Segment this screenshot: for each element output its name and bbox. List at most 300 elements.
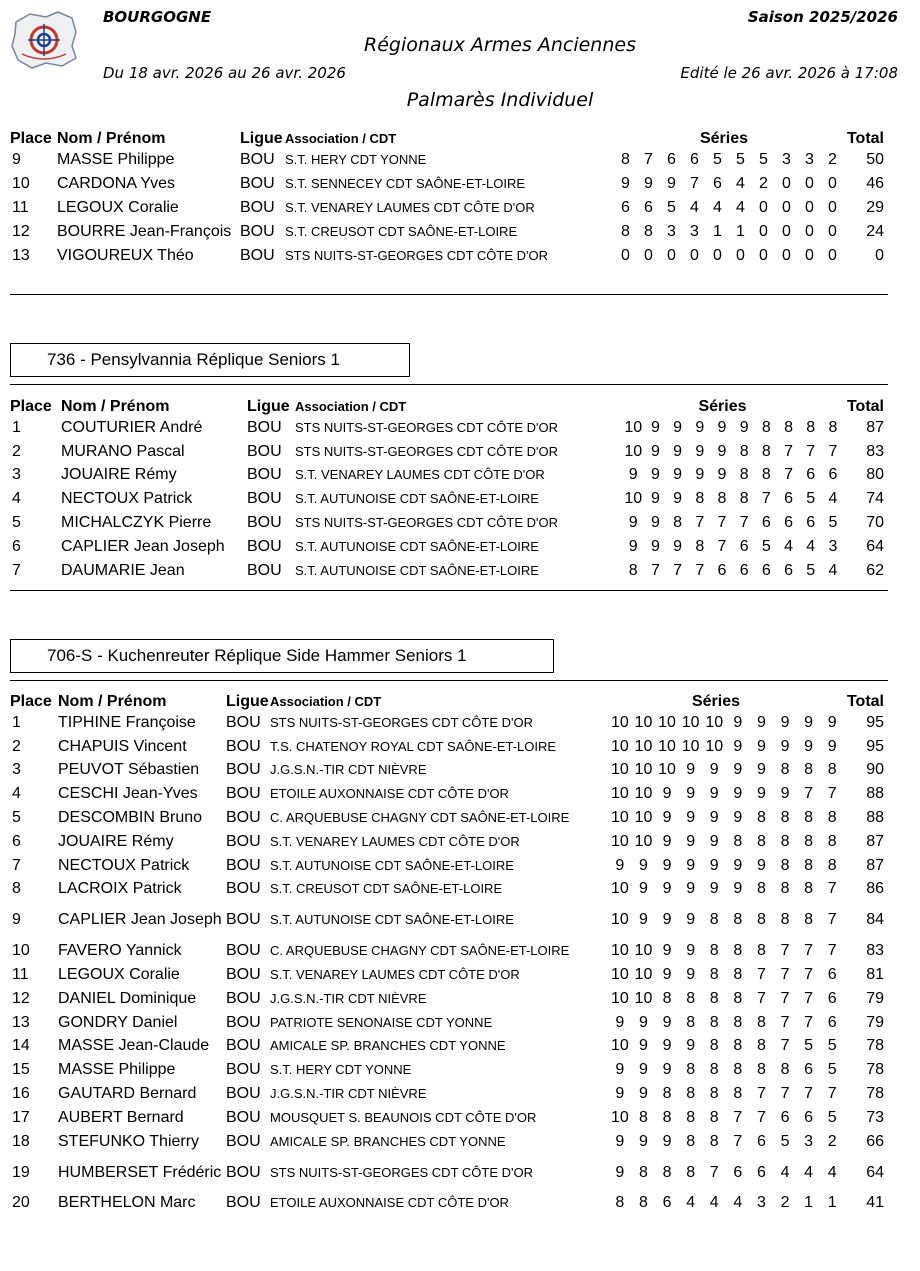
total-cell: 84 [866, 911, 884, 929]
total-cell: 87 [866, 856, 884, 874]
series-score: 3 [667, 223, 676, 240]
series-score: 7 [756, 1108, 766, 1126]
association-cell: S.T. HERY CDT YONNE [285, 152, 427, 167]
series-score: 8 [780, 1061, 790, 1079]
series-scores-list [588, 1133, 844, 1151]
series-score: 8 [780, 761, 790, 779]
table-row [10, 220, 888, 244]
series-score: 8 [686, 1085, 696, 1103]
total-cell: 64 [866, 1163, 884, 1181]
table-row [10, 963, 888, 987]
series-score: 8 [804, 856, 814, 874]
series-score: 9 [827, 737, 837, 755]
series-score: 8 [780, 911, 790, 929]
section-divider [10, 680, 888, 681]
shooter-name: JOUAIRE Rémy [58, 832, 174, 850]
series-score: 8 [733, 1037, 743, 1055]
col-assoc: Association / CDT [285, 131, 397, 146]
table-row [10, 1058, 888, 1082]
category-title-706-s: 706-S - Kuchenreuter Réplique Side Hammer Seniors 1 [10, 639, 554, 673]
series-score: 8 [662, 1108, 672, 1126]
series-score: 8 [709, 966, 719, 984]
total-cell: 95 [866, 713, 884, 731]
series-score: 0 [736, 247, 745, 264]
series-score: 7 [780, 966, 790, 984]
series-score: 9 [639, 911, 648, 929]
series-score: 7 [733, 1132, 743, 1150]
series-score: 3 [756, 1194, 766, 1212]
series-score: 8 [761, 466, 771, 484]
series-scores-list [604, 223, 844, 241]
series-scores [588, 1011, 844, 1035]
table-row [10, 939, 888, 963]
shooter-name: MICHALCZYK Pierre [61, 514, 212, 532]
series-score: 8 [733, 1013, 743, 1031]
shooter-name: MURANO Pascal [61, 442, 185, 460]
series-score: 4 [686, 1194, 696, 1212]
series-score: 4 [713, 199, 722, 216]
association-cell: J.G.S.N.-TIR CDT NIÈVRE [270, 990, 427, 1006]
series-score: 8 [756, 809, 766, 827]
association-cell: STS NUITS-ST-GEORGES CDT CÔTE D'OR [295, 443, 558, 459]
series-score: 1 [736, 223, 745, 240]
table-row [10, 735, 888, 759]
place-cell: 1 [12, 418, 21, 436]
series-score: 3 [828, 537, 838, 555]
association-cell: S.T. CREUSOT CDT SAÔNE-ET-LOIRE [270, 881, 503, 897]
series-score: 6 [667, 151, 676, 168]
place-cell: 14 [12, 1037, 30, 1055]
series-score: 9 [615, 856, 625, 874]
series-score: 9 [686, 809, 696, 827]
association-cell: S.T. AUTUNOISE CDT SAÔNE-ET-LOIRE [270, 912, 514, 928]
series-scores-list [588, 1037, 844, 1055]
series-scores-list [601, 514, 844, 532]
series-score: 9 [662, 1013, 672, 1031]
association-cell: J.G.S.N.-TIR CDT NIÈVRE [270, 762, 427, 778]
series-score: 9 [709, 832, 719, 850]
place-cell: 3 [12, 761, 21, 779]
series-score: 7 [673, 561, 683, 579]
association-cell: S.T. AUTUNOISE CDT SAÔNE-ET-LOIRE [270, 857, 514, 873]
series-score: 9 [615, 1061, 625, 1079]
series-scores [601, 464, 844, 488]
series-score: 9 [695, 442, 705, 460]
place-cell: 12 [12, 989, 30, 1007]
series-scores [588, 1035, 844, 1059]
series-scores [601, 559, 844, 583]
series-score: 9 [695, 466, 705, 484]
results-table-736 [10, 394, 888, 583]
series-score: 6 [780, 1108, 790, 1126]
col-series: Séries [699, 130, 749, 147]
shooter-name: AUBERT Bernard [58, 1108, 184, 1126]
series-score: 10 [610, 761, 629, 779]
col-place: Place [10, 693, 52, 710]
series-score: 7 [784, 466, 793, 484]
series-score: 7 [804, 785, 814, 803]
series-score: 4 [736, 199, 745, 216]
series-score: 9 [739, 418, 749, 436]
series-score: 9 [639, 1132, 648, 1150]
series-score: 8 [804, 911, 814, 929]
series-score: 0 [828, 175, 837, 192]
series-score: 6 [784, 490, 793, 508]
total-cell: 62 [866, 561, 884, 579]
col-name: Nom / Prénom [58, 693, 167, 710]
series-score: 5 [780, 1132, 790, 1150]
series-score: 10 [634, 761, 653, 779]
series-score: 10 [634, 832, 653, 850]
series-scores [604, 220, 844, 244]
series-score: 6 [804, 1061, 814, 1079]
series-score: 9 [650, 537, 660, 555]
series-score: 4 [736, 175, 745, 192]
series-scores-list [588, 966, 844, 984]
series-score: 8 [686, 1163, 696, 1181]
series-score: 7 [717, 537, 727, 555]
series-score: 7 [695, 561, 705, 579]
table-row [10, 759, 888, 783]
series-score: 8 [639, 1194, 648, 1212]
series-scores-list [588, 833, 844, 851]
total-cell: 88 [866, 809, 884, 827]
series-score: 8 [695, 490, 705, 508]
section-divider [10, 294, 888, 295]
total-cell: 78 [866, 1037, 884, 1055]
shooter-name: PEUVOT Sébastien [58, 761, 200, 779]
series-scores [601, 487, 844, 511]
shooter-name: CHAPUIS Vincent [58, 737, 187, 755]
series-score: 0 [759, 247, 768, 264]
place-cell: 15 [12, 1061, 30, 1079]
col-total: Total [846, 693, 884, 710]
series-score: 7 [780, 1085, 790, 1103]
series-score: 8 [827, 832, 837, 850]
table-row [10, 901, 888, 939]
series-score: 8 [827, 761, 837, 779]
series-score: 6 [804, 1108, 814, 1126]
series-score: 9 [673, 490, 683, 508]
series-scores [588, 1192, 844, 1216]
association-cell: C. ARQUEBUSE CHAGNY CDT SAÔNE-ET-LOIRE [270, 943, 570, 959]
series-scores-list [601, 490, 844, 508]
shooter-name: TIPHINE Françoise [58, 713, 196, 731]
series-score: 10 [634, 809, 653, 827]
series-score: 4 [828, 490, 838, 508]
series-score: 9 [686, 832, 696, 850]
series-score: 10 [610, 911, 629, 929]
total-cell: 86 [866, 880, 884, 898]
series-scores [604, 244, 844, 268]
table-row [10, 854, 888, 878]
ligue-cell: BOU [247, 537, 282, 555]
table-row [10, 987, 888, 1011]
series-score: 8 [709, 1037, 719, 1055]
series-score: 8 [756, 880, 766, 898]
series-score: 1 [713, 223, 722, 240]
series-score: 9 [780, 713, 790, 731]
place-cell: 1 [12, 713, 21, 731]
col-series: Séries [691, 693, 741, 710]
ligue-cell: BOU [226, 911, 261, 929]
association-cell: J.G.S.N.-TIR CDT NIÈVRE [270, 1086, 427, 1102]
place-cell: 13 [12, 247, 30, 264]
series-score: 9 [628, 514, 638, 532]
series-score: 5 [713, 151, 722, 168]
series-score: 3 [690, 223, 699, 240]
series-score: 9 [615, 1013, 625, 1031]
ligue-cell: BOU [226, 1061, 261, 1079]
series-score: 8 [695, 537, 705, 555]
ligue-cell: BOU [226, 880, 261, 898]
series-score: 10 [634, 942, 653, 960]
series-score: 0 [713, 247, 722, 264]
series-score: 5 [759, 151, 768, 168]
series-scores-list [601, 466, 844, 484]
series-scores [588, 1154, 844, 1192]
series-score: 9 [686, 856, 696, 874]
series-scores-list [588, 990, 844, 1008]
series-score: 6 [784, 514, 793, 532]
series-score: 0 [759, 199, 768, 216]
series-score: 7 [780, 942, 790, 960]
table-row [10, 487, 888, 511]
place-cell: 2 [12, 442, 21, 460]
table-row [10, 196, 888, 220]
series-score: 4 [780, 1163, 790, 1181]
series-score: 8 [709, 989, 719, 1007]
series-scores [588, 963, 844, 987]
series-scores-list [588, 714, 844, 732]
association-cell: STS NUITS-ST-GEORGES CDT CÔTE D'OR [270, 714, 533, 730]
series-score: 0 [828, 223, 837, 240]
table-header-row [10, 394, 888, 416]
series-score: 8 [733, 989, 743, 1007]
edition-date: Edité le 26 avr. 2026 à 17:08 [680, 64, 898, 82]
association-cell: PATRIOTE SENONAISE CDT YONNE [270, 1014, 493, 1030]
series-score: 8 [639, 1108, 648, 1126]
series-score: 7 [827, 911, 837, 929]
table-row [10, 1154, 888, 1192]
series-score: 10 [610, 1108, 629, 1126]
association-cell: S.T. AUTUNOISE CDT SAÔNE-ET-LOIRE [295, 538, 539, 554]
shooter-name: CAPLIER Jean Joseph [58, 911, 222, 929]
place-cell: 18 [12, 1132, 30, 1150]
series-score: 7 [828, 442, 838, 460]
series-score: 9 [695, 418, 705, 436]
series-score: 9 [673, 537, 683, 555]
shooter-name: STEFUNKO Thierry [58, 1132, 200, 1150]
series-score: 8 [756, 911, 766, 929]
total-cell: 70 [866, 514, 884, 532]
total-cell: 79 [866, 989, 884, 1007]
series-score: 9 [639, 1061, 648, 1079]
shooter-name: CARDONA Yves [57, 175, 175, 192]
series-score: 10 [634, 989, 653, 1007]
series-score: 0 [782, 199, 791, 216]
total-cell: 46 [866, 175, 884, 192]
series-scores-list [588, 911, 844, 929]
shooter-name: DAUMARIE Jean [61, 561, 185, 579]
series-score: 8 [709, 942, 719, 960]
series-score: 5 [827, 1108, 837, 1126]
series-score: 8 [709, 1132, 719, 1150]
series-score: 6 [784, 561, 793, 579]
total-cell: 83 [866, 442, 884, 460]
series-score: 9 [709, 880, 719, 898]
series-score: 4 [733, 1194, 743, 1212]
series-score: 10 [634, 785, 653, 803]
table-row [10, 830, 888, 854]
series-score: 7 [827, 880, 837, 898]
col-ligue: Ligue [240, 130, 283, 147]
series-score: 9 [717, 418, 727, 436]
series-score: 9 [662, 856, 672, 874]
section-divider [10, 384, 888, 385]
series-scores [601, 511, 844, 535]
series-score: 10 [658, 737, 676, 755]
series-scores-list [601, 538, 844, 556]
series-score: 8 [662, 989, 672, 1007]
association-cell: AMICALE SP. BRANCHES CDT YONNE [270, 1133, 506, 1149]
series-score: 5 [828, 514, 838, 532]
series-score: 0 [621, 247, 630, 264]
place-cell: 19 [12, 1163, 30, 1181]
series-score: 9 [756, 713, 766, 731]
shooter-name: NECTOUX Patrick [58, 856, 190, 874]
series-score: 1 [804, 1194, 814, 1212]
region-label: BOURGOGNE [103, 8, 212, 26]
series-score: 6 [621, 199, 630, 216]
total-cell: 87 [866, 418, 884, 436]
series-score: 9 [733, 880, 743, 898]
series-score: 9 [804, 713, 814, 731]
ligue-cell: BOU [247, 418, 282, 436]
place-cell: 7 [12, 856, 21, 874]
series-score: 7 [756, 966, 766, 984]
place-cell: 9 [12, 151, 21, 168]
table-row [10, 1082, 888, 1106]
col-total: Total [846, 398, 884, 415]
place-cell: 5 [12, 809, 21, 827]
series-score: 9 [733, 856, 743, 874]
shooter-name: FAVERO Yannick [58, 942, 182, 960]
series-score: 8 [761, 418, 771, 436]
series-score: 9 [709, 761, 719, 779]
series-score: 8 [756, 1037, 766, 1055]
ligue-cell: BOU [226, 785, 261, 803]
ligue-cell: BOU [226, 713, 261, 731]
series-score: 0 [805, 223, 814, 240]
place-cell: 4 [12, 490, 21, 508]
series-scores-list [588, 1061, 844, 1079]
association-cell: ETOILE AUXONNAISE CDT CÔTE D'OR [270, 1195, 509, 1211]
series-score: 8 [804, 761, 814, 779]
series-score: 8 [717, 490, 727, 508]
ligue-cell: BOU [226, 1194, 261, 1212]
col-name: Nom / Prénom [57, 130, 166, 147]
series-score: 8 [639, 1163, 648, 1181]
series-scores-list [588, 761, 844, 779]
place-cell: 16 [12, 1085, 30, 1103]
shooter-name: LEGOUX Coralie [57, 199, 179, 216]
series-score: 8 [804, 880, 814, 898]
ligue-cell: BOU [240, 223, 275, 240]
table-row [10, 806, 888, 830]
total-cell: 81 [866, 966, 884, 984]
series-score: 10 [658, 761, 676, 779]
series-scores [588, 1058, 844, 1082]
date-range: Du 18 avr. 2026 au 26 avr. 2026 [103, 64, 346, 82]
series-score: 9 [827, 713, 837, 731]
series-score: 8 [804, 809, 814, 827]
series-scores-list [588, 880, 844, 898]
series-score: 9 [662, 809, 672, 827]
series-score: 6 [761, 514, 771, 532]
total-cell: 29 [866, 199, 884, 216]
ligue-cell: BOU [226, 1163, 261, 1181]
series-score: 7 [784, 442, 793, 460]
series-score: 7 [709, 1163, 719, 1181]
total-cell: 88 [866, 785, 884, 803]
table-row [10, 1011, 888, 1035]
series-score: 0 [667, 247, 676, 264]
series-score: 9 [662, 911, 672, 929]
series-score: 7 [827, 785, 837, 803]
shooter-name: BOURRE Jean-François [57, 223, 232, 240]
association-cell: STS NUITS-ST-GEORGES CDT CÔTE D'OR [270, 1164, 533, 1180]
table-row [10, 244, 888, 268]
series-scores [604, 172, 844, 196]
series-score: 2 [828, 151, 837, 168]
place-cell: 17 [12, 1108, 30, 1126]
series-score: 8 [756, 1061, 766, 1079]
series-score: 0 [690, 247, 699, 264]
section-body [10, 148, 888, 268]
total-cell: 0 [875, 247, 884, 264]
series-score: 9 [639, 880, 648, 898]
series-scores [588, 987, 844, 1011]
place-cell: 20 [12, 1194, 30, 1212]
association-cell: MOUSQUET S. BEAUNOIS CDT CÔTE D'OR [270, 1109, 537, 1125]
series-score: 5 [736, 151, 745, 168]
series-score: 6 [713, 175, 722, 192]
series-score: 10 [705, 737, 724, 755]
series-scores [588, 782, 844, 806]
place-cell: 6 [12, 832, 21, 850]
series-score: 6 [827, 966, 837, 984]
series-score: 9 [662, 966, 672, 984]
results-table-continued [10, 126, 888, 268]
ligue-cell: BOU [247, 514, 282, 532]
series-scores [588, 854, 844, 878]
series-score: 8 [828, 418, 838, 436]
col-series: Séries [698, 398, 747, 415]
page-subtitle: Palmarès Individuel [406, 89, 594, 111]
association-cell: STS NUITS-ST-GEORGES CDT CÔTE D'OR [285, 248, 548, 263]
ligue-cell: BOU [247, 442, 282, 460]
shooter-name: BERTHELON Marc [58, 1194, 196, 1212]
series-scores [588, 711, 844, 735]
table-row [10, 416, 888, 440]
series-score: 5 [806, 561, 816, 579]
series-score: 9 [709, 785, 719, 803]
shooter-name: CAPLIER Jean Joseph [61, 537, 225, 555]
series-score: 0 [805, 199, 814, 216]
series-scores-list [588, 857, 844, 875]
place-cell: 6 [12, 537, 21, 555]
